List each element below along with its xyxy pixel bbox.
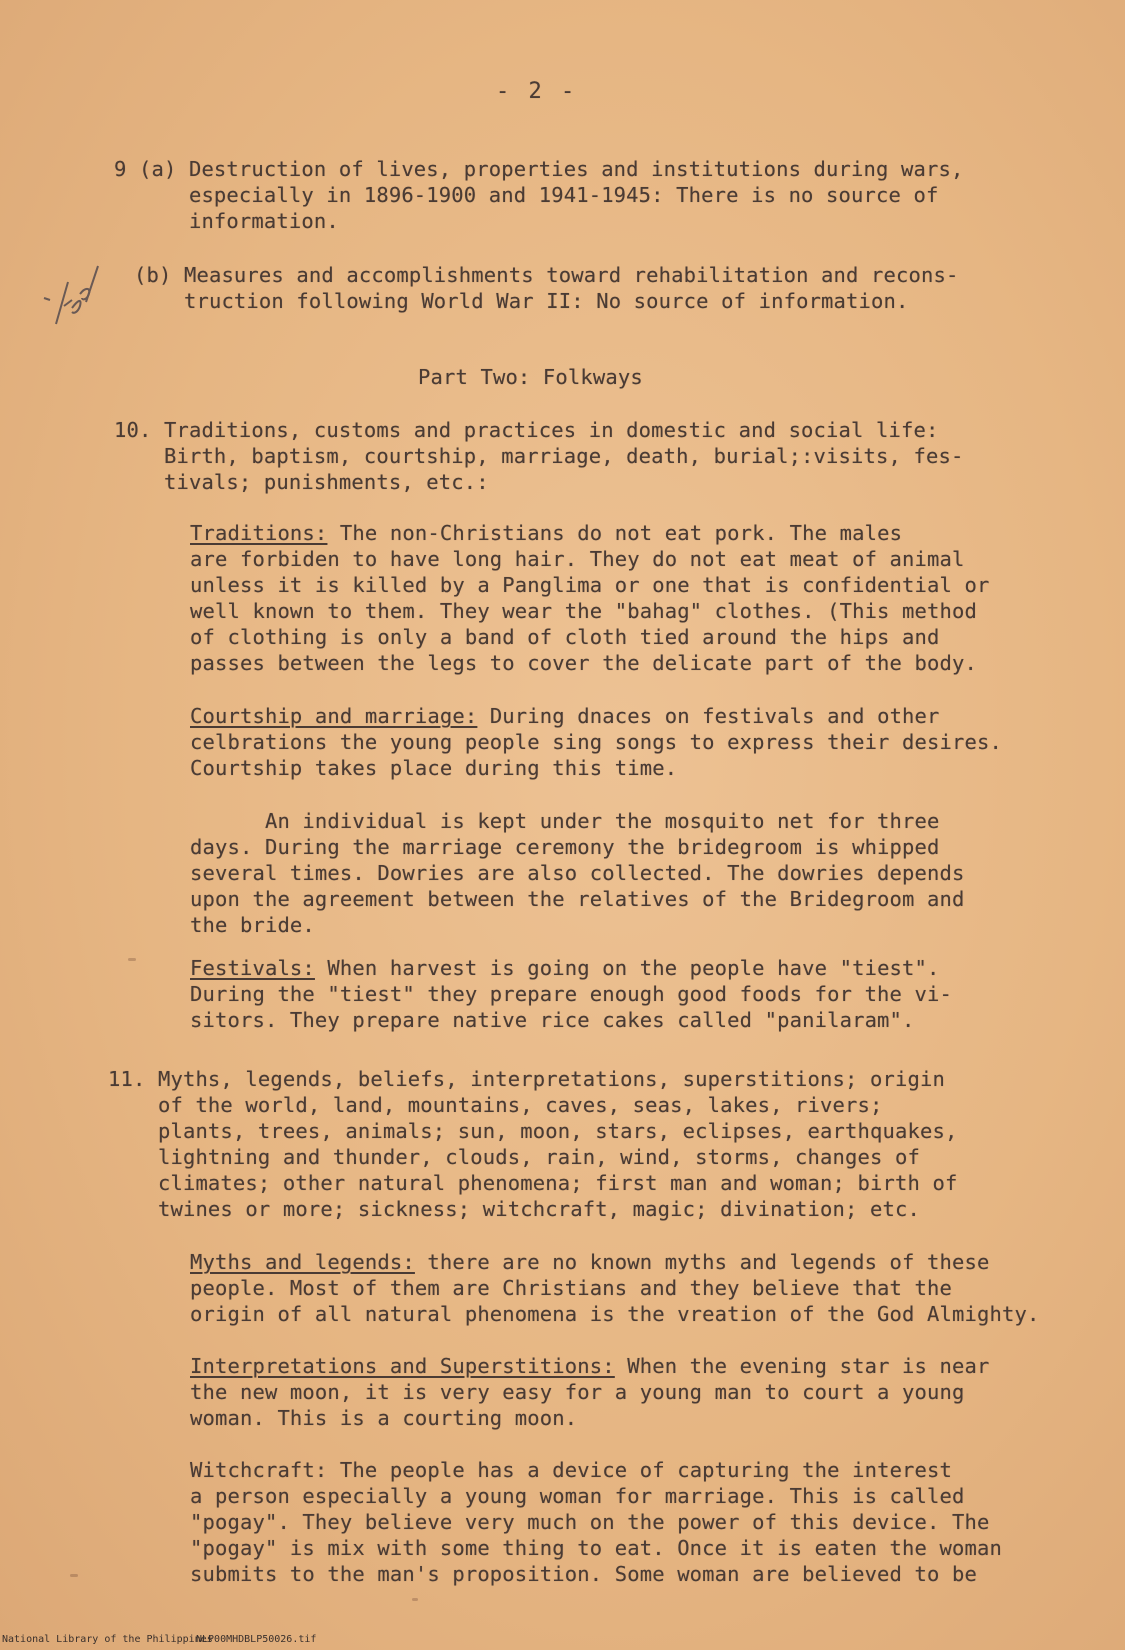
festivals-line: sitors. They prepare native rice cakes called "panilaram". xyxy=(190,1008,915,1032)
interpretations-first-line-rest: When the evening star is near xyxy=(614,1354,990,1378)
traditions-paragraph xyxy=(190,520,990,676)
festivals-first-line-rest: When harvest is going on the people have "tiest". xyxy=(314,956,940,980)
paper-speck xyxy=(128,958,136,961)
traditions-first-line xyxy=(190,520,990,546)
courtship-line: celbrations the young people sing songs to express their desires. xyxy=(190,730,1002,754)
item-11-line: plants, trees, animals; sun, moon, stars, eclipses, earthquakes, xyxy=(108,1119,958,1143)
myths-first-line xyxy=(190,1249,1039,1275)
item-9a-line: especially in 1896-1900 and 1941-1945: There is no source of xyxy=(114,183,939,207)
individual-line: several times. Dowries are also collected. The dowries depends xyxy=(190,861,965,885)
individual-line: the bride. xyxy=(190,913,315,937)
item-10-line: Birth, baptism, courtship, marriage, death, burial;:visits, fes- xyxy=(114,444,964,468)
item-11-line: twines or more; sickness; witchcraft, magic; divination; etc. xyxy=(108,1197,920,1221)
item-9a-line: 9 (a) Destruction of lives, properties and institutions during wars, xyxy=(114,157,964,181)
myths-paragraph xyxy=(190,1249,1039,1327)
item-11 xyxy=(108,1066,957,1222)
witchcraft-line: "pogay" is mix with some thing to eat. Once it is eaten the woman xyxy=(190,1536,1002,1560)
item-9b-line: truction following World War II: No source of information. xyxy=(134,289,909,313)
witchcraft-line: "pogay". They believe very much on the power of this device. The xyxy=(190,1510,990,1534)
interpretations-paragraph xyxy=(190,1353,990,1431)
traditions-heading: Traditions: xyxy=(190,521,328,545)
festivals-first-line xyxy=(190,955,952,981)
footer-library: National Library of the Philippines xyxy=(2,1634,213,1645)
item-9a-line: information. xyxy=(114,209,339,233)
festivals-heading: Festivals: xyxy=(190,956,315,980)
footer-filename: NLP00MHDBLP50026.tif xyxy=(196,1634,317,1645)
traditions-line: well known to them. They wear the "bahag" clothes. (This method xyxy=(190,599,977,623)
myths-line: people. Most of them are Christians and they believe that the xyxy=(190,1276,953,1300)
traditions-line: unless it is killed by a Panglima or one that is confidential or xyxy=(190,573,990,597)
courtship-first-line-rest: During dnaces on festivals and other xyxy=(477,704,940,728)
witchcraft-line: a person especially a young woman for marriage. This is called xyxy=(190,1484,965,1508)
witchcraft-heading: Witchcraft: xyxy=(190,1458,328,1482)
myths-line: origin of all natural phenomena is the vreation of the God Almighty. xyxy=(190,1302,1040,1326)
traditions-line: passes between the legs to cover the delicate part of the body. xyxy=(190,651,977,675)
individual-paragraph xyxy=(190,808,965,938)
festivals-paragraph xyxy=(190,955,952,1033)
item-11-line: climates; other natural phenomena; first man and woman; birth of xyxy=(108,1171,958,1195)
item-11-line: 11. Myths, legends, beliefs, interpretations, superstitions; origin xyxy=(108,1067,945,1091)
myths-heading: Myths and legends: xyxy=(190,1250,415,1274)
courtship-heading: Courtship and marriage: xyxy=(190,704,478,728)
item-10-line: 10. Traditions, customs and practices in domestic and social life: xyxy=(114,418,939,442)
individual-line: days. During the marriage ceremony the bridegroom is whipped xyxy=(190,835,940,859)
item-11-line: lightning and thunder, clouds, rain, wind, storms, changes of xyxy=(108,1145,920,1169)
witchcraft-first-line xyxy=(190,1457,1002,1483)
witchcraft-paragraph xyxy=(190,1457,1002,1587)
part-title xyxy=(418,364,643,390)
courtship-line: Courtship takes place during this time. xyxy=(190,756,678,780)
item-10-line: tivals; punishments, etc.: xyxy=(114,470,489,494)
item-11-line: of the world, land, mountains, caves, seas, lakes, rivers; xyxy=(108,1093,883,1117)
courtship-paragraph xyxy=(190,703,1002,781)
interpretations-heading: Interpretations and Superstitions: xyxy=(190,1354,615,1378)
interpretations-line: the new moon, it is very easy for a young man to court a young xyxy=(190,1380,965,1404)
item-10 xyxy=(114,417,963,495)
item-9b-line: (b) Measures and accomplishments toward rehabilitation and recons- xyxy=(134,263,959,287)
myths-first-line-rest: there are no known myths and legends of these xyxy=(414,1250,990,1274)
festivals-line: During the "tiest" they prepare enough good foods for the vi- xyxy=(190,982,953,1006)
paper-speck xyxy=(70,1574,78,1577)
courtship-first-line xyxy=(190,703,1002,729)
witchcraft-first-line-rest: The people has a device of capturing the interest xyxy=(327,1458,953,1482)
individual-line: upon the agreement between the relatives of the Bridegroom and xyxy=(190,887,965,911)
traditions-line: of clothing is only a band of cloth tied around the hips and xyxy=(190,625,940,649)
witchcraft-line: submits to the man's proposition. Some woman are believed to be xyxy=(190,1562,977,1586)
traditions-line: are forbiden to have long hair. They do not eat meat of animal xyxy=(190,547,965,571)
handwritten-margin-note xyxy=(42,262,102,342)
paper-speck xyxy=(412,1598,418,1601)
traditions-first-line-rest: The non-Christians do not eat pork. The males xyxy=(327,521,903,545)
part-title-text: Part Two: Folkways xyxy=(418,365,643,389)
interpretations-first-line xyxy=(190,1353,990,1379)
individual-line: An individual is kept under the mosquito net for three xyxy=(190,809,940,833)
page-number: - 2 - xyxy=(496,79,578,104)
item-9b xyxy=(134,262,958,314)
interpretations-line: woman. This is a courting moon. xyxy=(190,1406,578,1430)
item-9a xyxy=(114,156,963,234)
